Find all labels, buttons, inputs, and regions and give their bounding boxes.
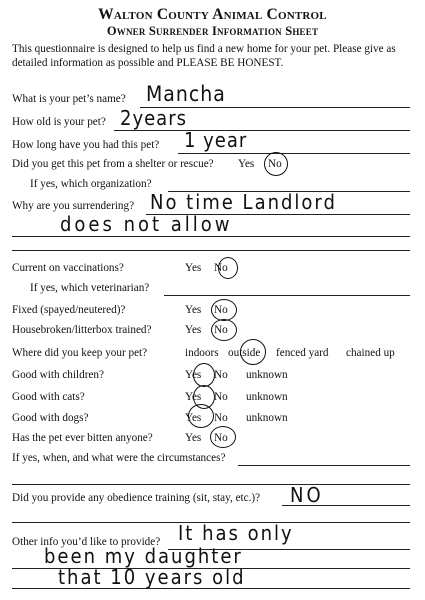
vaccinations-selection-circle — [218, 257, 238, 279]
form-title: Owner Surrender Information Sheet — [106, 24, 319, 38]
bitten-no-option[interactable]: No — [214, 432, 228, 444]
housebroken-label: Housebroken/litterbox trained? — [12, 324, 152, 336]
vaccinations-label: Current on vaccinations? — [12, 262, 124, 274]
cats-unknown-option[interactable]: unknown — [246, 391, 288, 403]
cats-yes-option[interactable]: Yes — [185, 391, 202, 403]
children-no-option[interactable]: No — [214, 369, 228, 381]
children-label: Good with children? — [12, 369, 104, 381]
org-title: Walton County Animal Control — [98, 6, 327, 23]
housebroken-no-option[interactable]: No — [214, 324, 228, 336]
dogs-label: Good with dogs? — [12, 412, 89, 424]
other-info-label: Other info you’d like to provide? — [12, 536, 161, 548]
pet-name-label: What is your pet’s name? — [12, 93, 126, 105]
vaccinations-yes-option[interactable]: Yes — [185, 262, 202, 274]
dogs-selection-circle — [188, 404, 214, 428]
housebroken-selection-circle — [211, 319, 237, 341]
dogs-unknown-option[interactable]: unknown — [246, 412, 288, 424]
kept-indoors-option[interactable]: indoors — [185, 347, 219, 359]
children-selection-circle — [193, 363, 215, 387]
other-info-answer-line2[interactable]: been my daughter — [44, 544, 243, 568]
shelter-no-option[interactable]: No — [268, 158, 282, 170]
veterinarian-label: If yes, which veterinarian? — [30, 282, 150, 294]
reason-line-2 — [12, 236, 410, 237]
fixed-label: Fixed (spayed/neutered)? — [12, 304, 126, 316]
training-label: Did you provide any obedience training (sit, stay, etc.)? — [12, 492, 261, 504]
kept-label: Where did you keep your pet? — [12, 347, 148, 359]
bitten-label: Has the pet ever bitten anyone? — [12, 432, 153, 444]
kept-chained-up-option[interactable]: chained up — [346, 347, 395, 359]
kept-selection-circle — [240, 339, 266, 365]
pet-name-answer[interactable]: Mancha — [146, 82, 226, 106]
fixed-yes-option[interactable]: Yes — [185, 304, 202, 316]
time-owned-answer[interactable]: 1 year — [184, 128, 248, 152]
shelter-label: Did you get this pet from a shelter or rescue? — [12, 158, 214, 170]
reason-line-3 — [12, 250, 410, 251]
dogs-no-option[interactable]: No — [214, 412, 228, 424]
bitten-yes-option[interactable]: Yes — [185, 432, 202, 444]
cats-label: Good with cats? — [12, 391, 85, 403]
cats-no-option[interactable]: No — [214, 391, 228, 403]
time-owned-label: How long have you had this pet? — [12, 139, 160, 151]
children-yes-option[interactable]: Yes — [185, 369, 202, 381]
children-unknown-option[interactable]: unknown — [246, 369, 288, 381]
veterinarian-line — [164, 295, 410, 296]
age-answer[interactable]: 2years — [120, 106, 187, 130]
shelter-yes-option[interactable]: Yes — [238, 158, 255, 170]
other-info-answer-line1[interactable]: It has only — [178, 521, 294, 545]
fixed-no-option[interactable]: No — [214, 304, 228, 316]
bite-circumstances-label: If yes, when, and what were the circumstances? — [12, 452, 226, 464]
age-line — [114, 130, 410, 131]
bite-circumstances-line-1 — [238, 465, 410, 466]
bite-circumstances-line-2 — [12, 484, 410, 485]
time-owned-line — [178, 153, 410, 154]
age-label: How old is your pet? — [12, 116, 106, 128]
kept-outside-option[interactable]: outside — [228, 347, 261, 359]
intro-text: This questionnaire is designed to help us find a new home for your pet. Please give as detailed information as possible and PLEASE BE HONEST. — [12, 43, 396, 69]
fixed-selection-circle — [211, 299, 237, 321]
vaccinations-no-option[interactable]: No — [214, 262, 228, 274]
shelter-org-label: If yes, which organization? — [30, 178, 152, 190]
housebroken-yes-option[interactable]: Yes — [185, 324, 202, 336]
dogs-yes-option[interactable]: Yes — [185, 412, 202, 424]
shelter-selection-circle — [264, 152, 288, 176]
other-info-answer-line3[interactable]: that 10 years old — [58, 565, 246, 589]
training-answer[interactable]: NO — [290, 483, 324, 507]
reason-label: Why are you surrendering? — [12, 200, 135, 212]
reason-answer-line1[interactable]: No time Landlord — [150, 190, 337, 214]
bitten-selection-circle — [210, 426, 236, 448]
reason-answer-line2[interactable]: does not allow — [60, 212, 233, 236]
kept-fenced-yard-option[interactable]: fenced yard — [276, 347, 329, 359]
